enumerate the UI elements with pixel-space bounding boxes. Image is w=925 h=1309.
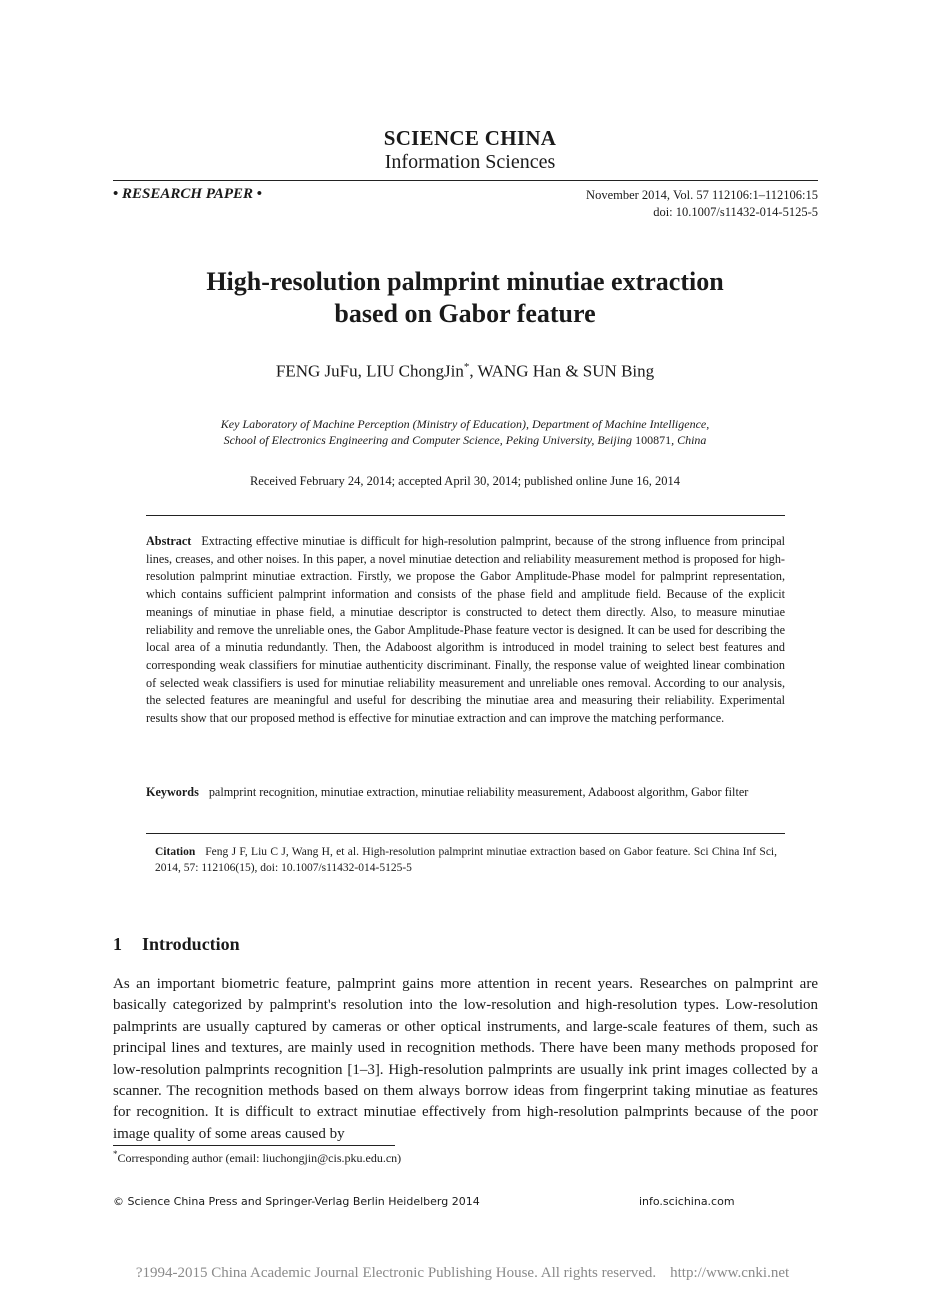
paper-type-label <box>113 186 262 203</box>
footnote-rule <box>113 1145 395 1146</box>
journal-name: SCIENCE CHINA <box>383 126 557 150</box>
cnki-url: http://www.cnki.net <box>670 1265 790 1281</box>
paper-title <box>100 266 830 330</box>
section-title: Introduction <box>142 934 240 954</box>
postcode: 100871 <box>635 433 672 447</box>
title-line-2: based on Gabor feature <box>334 299 596 328</box>
submission-dates: Received February 24, 2014; accepted April 30, 2014; published online June 16, 2014 <box>249 474 681 488</box>
section-heading <box>113 934 240 955</box>
authors-before-mark: FENG JuFu, LIU ChongJin <box>275 361 464 381</box>
affiliation-country: , China <box>671 433 707 447</box>
affiliation-line-1: Key Laboratory of Machine Perception (Ministry of Education), Department of Machine Intelligence, <box>220 417 710 431</box>
footnote-mark: * <box>113 1149 118 1159</box>
abstract <box>146 533 785 728</box>
publication-info <box>586 187 818 221</box>
author-list <box>0 361 925 382</box>
citation-label: Citation <box>155 846 196 858</box>
affiliation-line-2 <box>100 432 830 448</box>
citation-top-rule <box>146 833 785 834</box>
cnki-notice-text: ?1994-2015 China Academic Journal Electronic Publishing House. All rights reserved. <box>135 1265 657 1281</box>
journal-site: info.scichina.com <box>639 1195 735 1208</box>
copyright-notice: © Science China Press and Springer-Verlag Berlin Heidelberg 2014 <box>113 1195 480 1208</box>
date-volume: November 2014, Vol. 57 112106:1–112106:15 <box>586 188 818 202</box>
section-number: 1 <box>113 934 122 954</box>
cnki-watermark <box>0 1265 925 1282</box>
abstract-top-rule <box>146 515 785 516</box>
title-line-1: High-resolution palmprint minutiae extraction <box>206 267 724 296</box>
authors-after-mark: , WANG Han & SUN Bing <box>469 361 655 381</box>
affiliation-line-2-main: School of Electronics Engineering and Computer Science, Peking University, Beijing <box>223 433 633 447</box>
doi: doi: 10.1007/s11432-014-5125-5 <box>653 205 818 219</box>
abstract-text: Extracting effective minutiae is difficult for high-resolution palmprint, because of the strong influence from principal lines, creases, and other noises. In this paper, a novel minutiae detection and reliability measurement method is proposed for high-resolution palmprint minutiae extraction. Firstly, we propose the Gabor Amplitude-Phase model for palmprint representation, which contains sufficient palmprint information and consists of the phase field and amplitude field. Because of the explicit meanings of minutiae in phase field, a minutiae descriptor is constructed to detect them directly. Also, to measure minutiae reliability and remove the unreliable ones, the Gabor Amplitude-Phase feature vector is designed. It can be used for describing the local area of a minutia redundantly. Then, the Adaboost algorithm is introduced in model training to select best features and corresponding weak classifiers for minutiae authenticity discriminant. Finally, the response value of weighted linear combination of selected weak classifiers is used for minutiae reliability measurement and unreliable ones removal. According to our analysis, the selected features are meaningful and useful for describing the minutiae area and measuring their reliability. Experimental results show that our proposed method is effective for minutiae extraction and can improve the matching performance. <box>146 534 785 726</box>
journal-subtitle: Information Sciences <box>384 151 556 173</box>
keywords <box>146 784 785 802</box>
affiliation <box>100 416 830 448</box>
bullet-left: • <box>113 186 119 202</box>
header-divider <box>113 180 818 181</box>
footnote-text: Corresponding author (email: liuchongjin@cis.pku.edu.cn) <box>117 1151 402 1165</box>
footnote <box>113 1149 401 1166</box>
introduction-paragraph: As an important biometric feature, palmprint gains more attention in recent years. Researches on palmprint are basically categorized by palmprint's resolution into the low-resolution and high-resolution types. Low-resolution palmprints are usually captured by cameras or other optical instruments, and large-scale features of them, such as principal lines and textures, are mainly used in recognition methods. There have been many methods proposed for low-resolution palmprints recognition [1–3]. High-resolution palmprints are usually ink print images collected by a scanner. The recognition methods based on them always borrow ideas from fingerprint taking minutiae as features for recognition. It is difficult to extract minutiae effectively from high-resolution palmprints because of the poor image quality of some areas caused by <box>113 976 818 1142</box>
abstract-label: Abstract <box>146 534 192 548</box>
paper-type-text: RESEARCH PAPER <box>122 186 254 202</box>
citation-text: Feng J F, Liu C J, Wang H, et al. High-resolution palmprint minutiae extraction based on Gabor feature. Sci China Inf Sci, 2014, 57: 112106(15), doi: 10.1007/s11432-014-5125-5 <box>155 846 777 874</box>
corresponding-author-mark: * <box>463 361 470 373</box>
keywords-text: palmprint recognition, minutiae extraction, minutiae reliability measurement, Adaboost algorithm, Gabor filter <box>208 785 749 799</box>
citation <box>155 845 777 876</box>
keywords-label: Keywords <box>146 785 199 799</box>
bullet-right: • <box>256 186 263 202</box>
